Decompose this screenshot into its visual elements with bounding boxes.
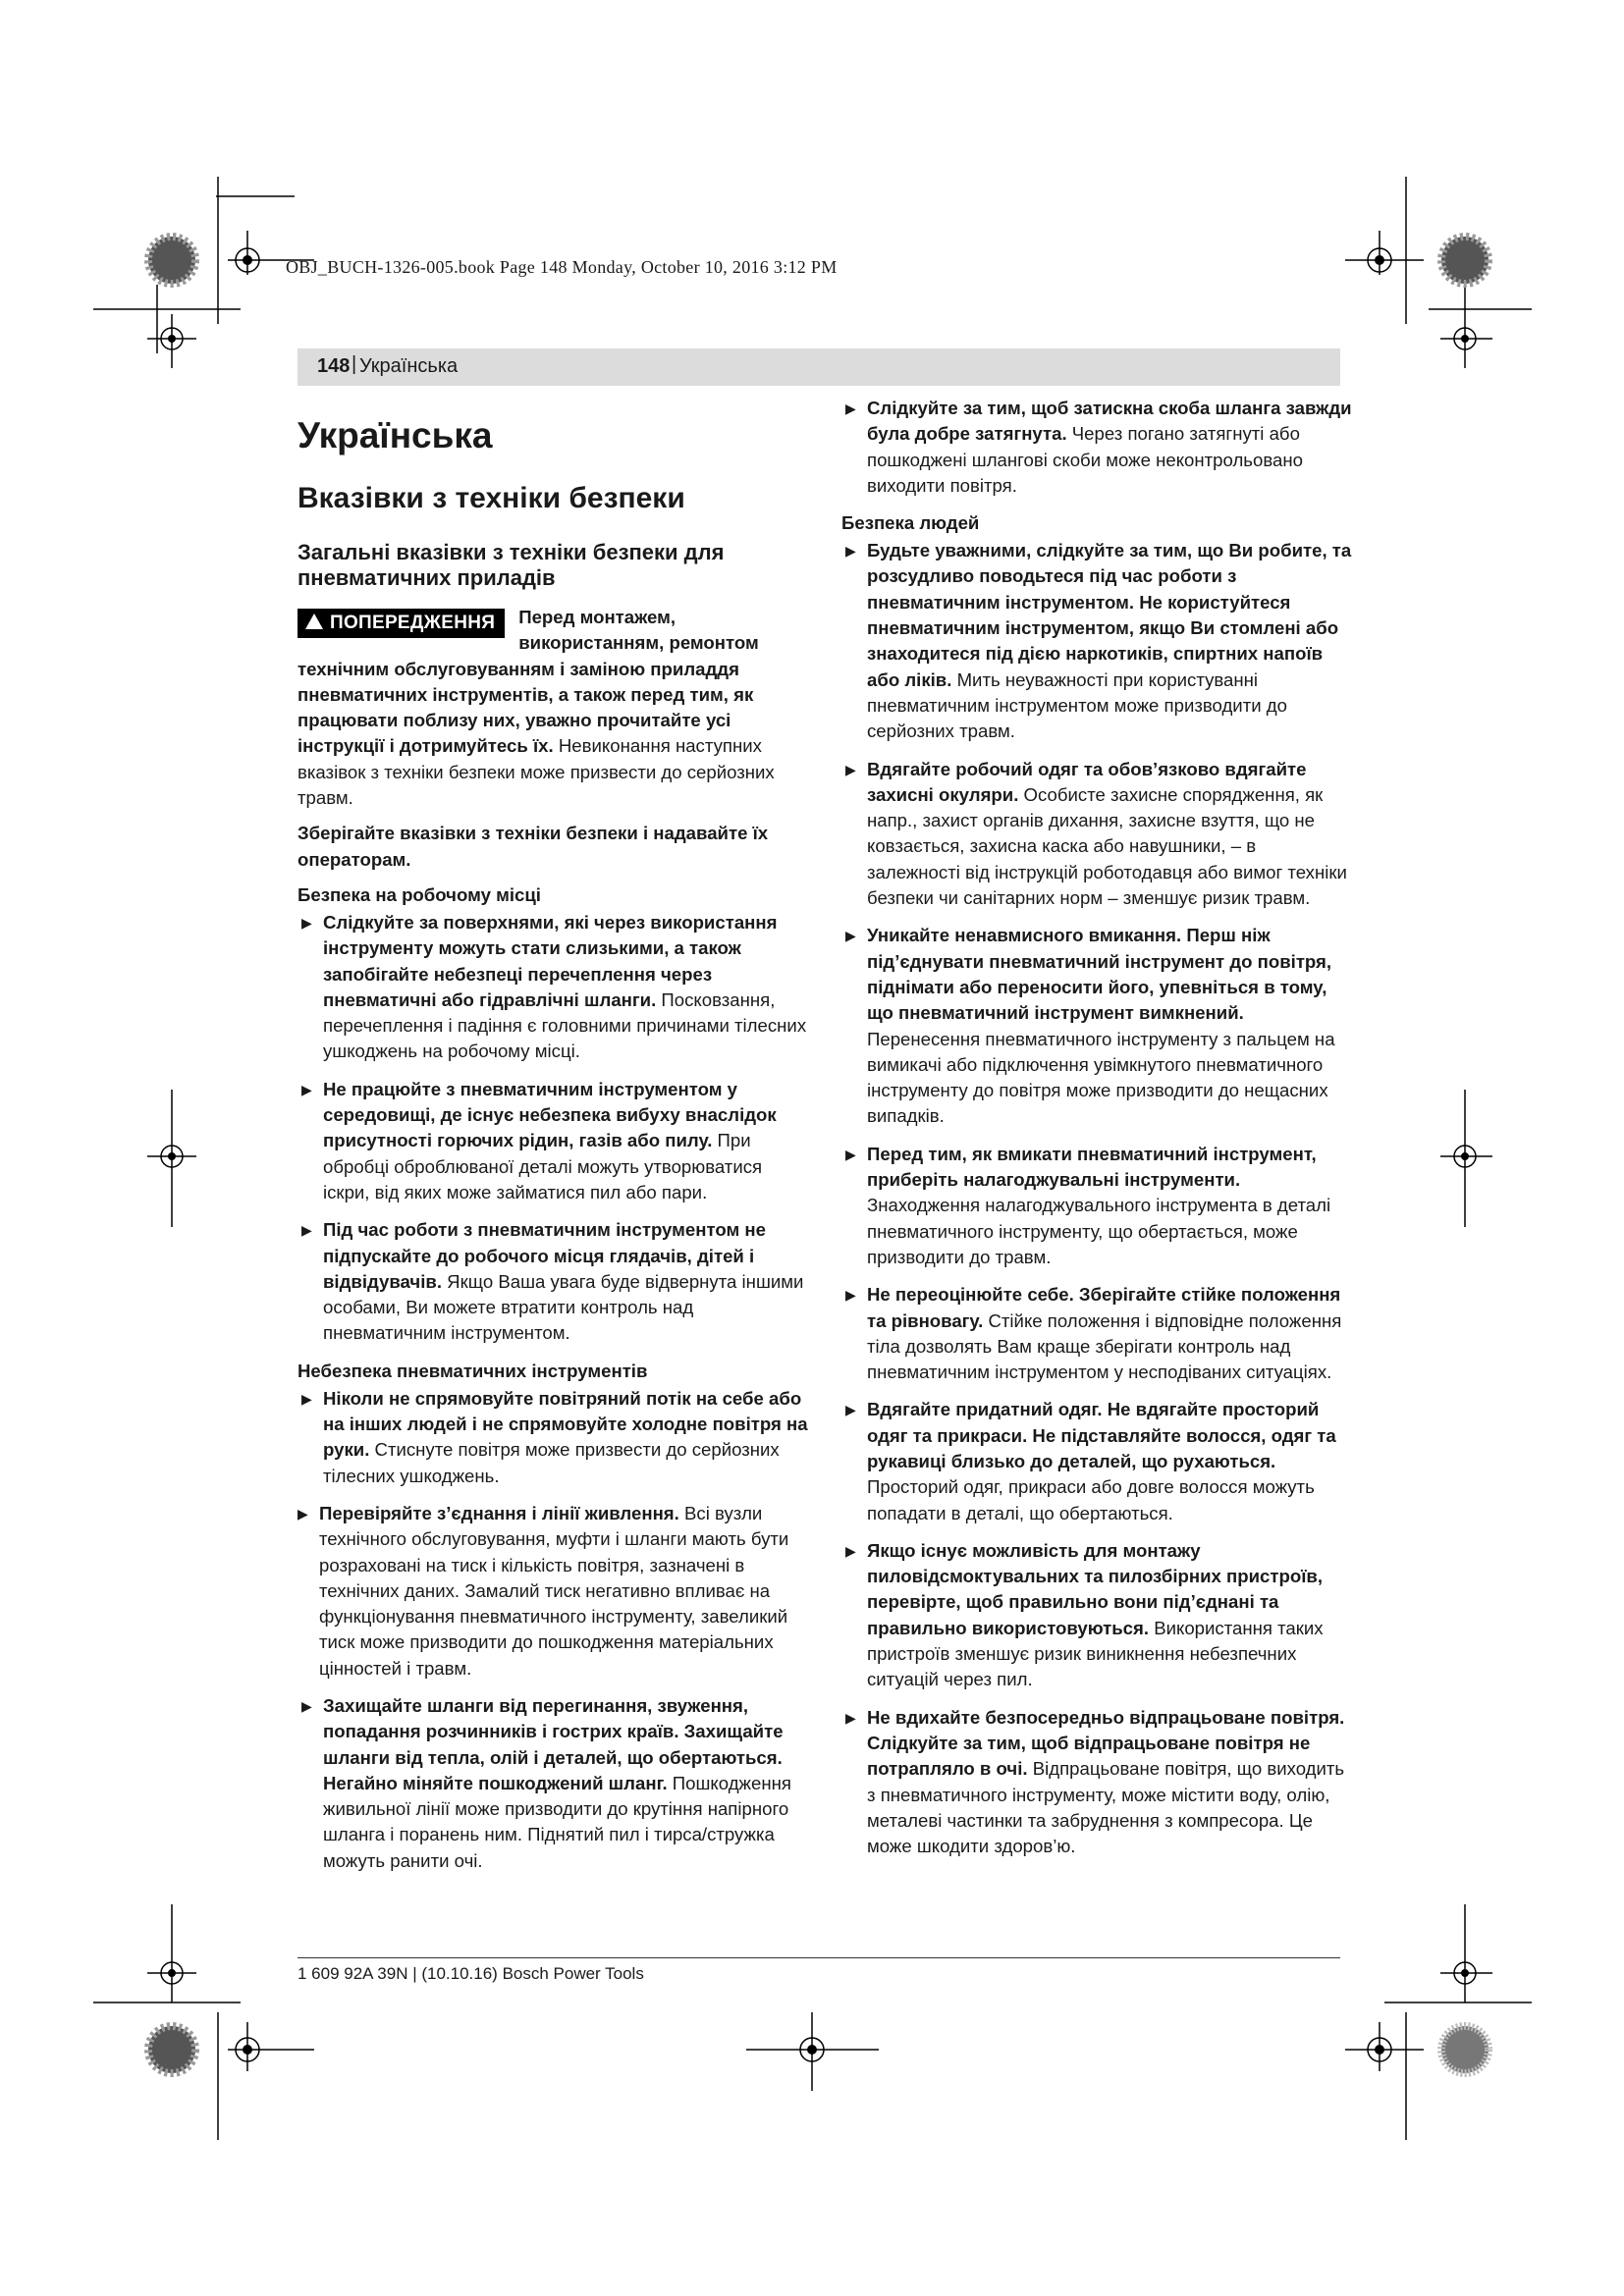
page-title: Українська bbox=[298, 415, 493, 455]
item-bold: Слідкуйте за тим, щоб затискна скоба шланга завжди була добре затягнута. bbox=[867, 398, 1352, 445]
workplace-heading: Безпека на робочому місці bbox=[298, 883, 541, 905]
item-bold: Ніколи не спрямовуйте повітряний потік на себе або на інших людей і не спрямовуйте холодне повітря на руки. bbox=[323, 1387, 808, 1461]
bullet-arrow-icon: ▶ bbox=[845, 928, 856, 944]
warning-badge bbox=[298, 609, 505, 638]
bullet-arrow-icon: ▶ bbox=[845, 543, 856, 560]
item-bold: Перед тим, як вмикати пневматичний інструмент, приберіть налагоджувальні інструменти. bbox=[867, 1143, 1317, 1191]
item-text: Стійке положення і відповідне положення тіла дозволять Вам краще зберігати контроль над пневматичним інструментом у несподіваних ситуаціях. bbox=[867, 1309, 1342, 1383]
item-text: Всі вузли технічного обслуговування, муфти і шланги мають бути розраховані на тиск і кількість повітря, зазначені в технічних даних. Замалий тиск негативно впливає на функціонування пневматичного інструменту, завеликий тиск може призводити до пошкодження матеріальних цінностей і травм. bbox=[319, 1502, 789, 1679]
item-text: Мить неуважності при користуванні пневматичним інструментом може призводити до серйозних травм. bbox=[867, 668, 1287, 742]
people-safety-heading: Безпека людей bbox=[841, 512, 980, 534]
list-item bbox=[298, 1217, 810, 1346]
item-text: Відпрацьоване повітря, що виходить з пневматичного інструменту, може містити воду, олію, металеві частинки та забруднення з компресора. Це може шкодити здоров’ю. bbox=[867, 1758, 1345, 1857]
bullet-arrow-icon: ▶ bbox=[301, 1222, 312, 1239]
list-item bbox=[841, 1397, 1352, 1525]
footer-rule bbox=[298, 1957, 1340, 1958]
bullet-arrow-icon: ▶ bbox=[845, 1287, 856, 1304]
item-bold: Не працюйте з пневматичним інструментом у середовищі, де існує небезпека вибуху внаслідок присутності горючих рідин, газів або пилу. bbox=[323, 1078, 777, 1151]
list-item bbox=[298, 910, 810, 1065]
warning-badge-label: ПОПЕРЕДЖЕННЯ bbox=[330, 613, 496, 633]
pneumatic-heading: Небезпека пневматичних інструментів bbox=[298, 1360, 648, 1381]
keep-instructions-note: Зберігайте вказівки з техніки безпеки і надавайте їх операторам. bbox=[298, 823, 769, 870]
list-item bbox=[841, 1142, 1352, 1270]
bullet-arrow-icon: ▶ bbox=[845, 1146, 856, 1162]
list-item bbox=[841, 396, 1352, 499]
item-bold: Не переоцінюйте себе. Зберігайте стійке положення та рівновагу. bbox=[867, 1284, 1341, 1331]
pneumatic-list bbox=[298, 1386, 810, 1874]
bullet-arrow-icon: ▶ bbox=[845, 400, 856, 416]
bullet-arrow-icon: ▶ bbox=[845, 761, 856, 777]
bullet-arrow-icon: ▶ bbox=[298, 1505, 308, 1522]
list-item bbox=[298, 1077, 810, 1205]
warning-bold-text: Перед монтажем, використанням, ремонтом технічним обслуговуванням і заміною приладдя пневматичних інструментів, а також перед тим, як працювати поблизу них, уважно прочитайте усі інструкції і дотримуйтесь їх. bbox=[298, 607, 759, 757]
item-text: Використання таких пристроїв зменшує ризик виникнення небезпечних ситуацій через пил. bbox=[867, 1617, 1324, 1690]
subsection-heading: Загальні вказівки з техніки безпеки для пневматичних приладів bbox=[298, 540, 725, 590]
item-text: Посковзання, перечеплення і падіння є головними причинами тілесних ушкоджень на робочому місці. bbox=[323, 988, 807, 1062]
bullet-arrow-icon: ▶ bbox=[301, 1081, 312, 1097]
hose-clamp-list bbox=[841, 396, 1352, 499]
item-bold: Перевіряйте з’єднання і лінії живлення. bbox=[319, 1502, 679, 1523]
left-column bbox=[298, 402, 810, 1886]
item-text: Особисте захисне спорядження, як напр., захист органів дихання, захисне взуття, що не ковзається, захисна каска або навушники, – в залежності від інструкцій роботодавця або вимог техніки безпеки чи санітарних норм – зменшує ризик травм. bbox=[867, 783, 1347, 909]
bullet-arrow-icon: ▶ bbox=[301, 1697, 312, 1714]
people-safety-list bbox=[841, 538, 1352, 1859]
list-item bbox=[841, 923, 1352, 1129]
bullet-arrow-icon: ▶ bbox=[845, 1709, 856, 1726]
bullet-arrow-icon: ▶ bbox=[301, 1390, 312, 1407]
list-item bbox=[841, 1705, 1352, 1860]
bullet-arrow-icon: ▶ bbox=[845, 1402, 856, 1418]
item-bold: Вдягайте робочий одяг та обов’язково вдягайте захисні окуляри. bbox=[867, 758, 1307, 805]
item-text: Просторий одяг, прикраси або довге волосся можуть попадати в деталі, що обертаються. bbox=[867, 1476, 1315, 1523]
warning-body-text: Невиконання наступних вказівок з техніки безпеки може призвести до серйозних травм. bbox=[298, 735, 775, 809]
list-item bbox=[298, 1501, 810, 1682]
item-text: При обробці оброблюваної деталі можуть утворюватися іскри, від яких може займатися пил або пари. bbox=[323, 1130, 763, 1202]
warning-triangle-icon bbox=[305, 614, 323, 629]
item-text: Знаходження налагоджувального інструмента в деталі пневматичного інструменту, що обертається, може призводити до травм. bbox=[867, 1195, 1331, 1267]
item-bold: Будьте уважними, слідкуйте за тим, що Ви робите, та розсудливо поводьтеся під час роботи з пневматичним інструментом. Не користуйтеся пневматичним інструментом, якщо Ви стомлені або знаходитеся під дією наркотиків, спиртних напоїв або ліків. bbox=[867, 540, 1352, 690]
item-text: Пошкодження живильної лінії може призводити до крутіння напірного шланга і поранень ним. Піднятий пил і тирса/стружка можуть ранити очі. bbox=[323, 1772, 791, 1871]
item-bold: Під час роботи з пневматичним інструментом не підпускайте до робочого місця глядачів, дітей і відвідувачів. bbox=[323, 1219, 766, 1292]
list-item bbox=[841, 1282, 1352, 1385]
footer-text: 1 609 92A 39N | (10.10.16) Bosch Power Tools bbox=[298, 1964, 644, 1983]
item-bold: Захищайте шланги від перегинання, звуження, попадання розчинників і гострих країв. Захищайте шланги від тепла, олій і деталей, що обертаються. Негайно міняйте пошкоджений шланг. bbox=[323, 1694, 784, 1793]
print-info: OBJ_BUCH-1326-005.book Page 148 Monday, October 10, 2016 3:12 PM bbox=[286, 257, 838, 277]
list-item bbox=[298, 1693, 810, 1874]
item-bold: Не вдихайте безпосередньо відпрацьоване повітря. Слідкуйте за тим, щоб відпрацьоване повітря не потрапляло в очі. bbox=[867, 1706, 1345, 1780]
right-column bbox=[841, 396, 1352, 1871]
header-language: Українська bbox=[359, 355, 459, 377]
item-text: Через погано затягнуті або пошкоджені шлангові скоби може неконтрольовано виходити повітря. bbox=[867, 423, 1303, 496]
bullet-arrow-icon: ▶ bbox=[301, 914, 312, 931]
item-text: Стиснуте повітря може призвести до серйозних тілесних ушкоджень. bbox=[323, 1439, 780, 1486]
list-item bbox=[841, 757, 1352, 912]
list-item bbox=[841, 1538, 1352, 1693]
bullet-arrow-icon: ▶ bbox=[845, 1542, 856, 1559]
item-text: Перенесення пневматичного інструменту з пальцем на вимикачі або підключення увімкнутого пневматичного інструменту до повітря може призводити до нещасних випадків. bbox=[867, 1028, 1335, 1127]
item-bold: Уникайте ненавмисного вмикання. Перш ніж під’єднувати пневматичний інструмент до повітря, піднімати або переносити його, упевніться в тому, що пневматичний інструмент вимкнений. bbox=[867, 925, 1332, 1024]
section-heading: Вказівки з техніки безпеки bbox=[298, 482, 685, 514]
item-text: Якщо Ваша увага буде відвернута іншими особами, Ви можете втратити контроль над пневматичним інструментом. bbox=[323, 1270, 804, 1344]
page-number: 148 bbox=[317, 355, 351, 377]
header-separator: | bbox=[352, 353, 357, 375]
list-item bbox=[298, 1386, 810, 1489]
list-item bbox=[841, 538, 1352, 744]
item-bold: Слідкуйте за поверхнями, які через використання інструменту можуть стати слизькими, а також запобігайте небезпеці перечеплення через пневматичні або гідравлічні шланги. bbox=[323, 911, 778, 1010]
warning-block bbox=[298, 605, 810, 811]
item-bold: Якщо існує можливість для монтажу пиловідсмоктувальних та пилозбірних пристроїв, перевірте, щоб правильно вони під’єднані та правильно використовуються. bbox=[867, 1539, 1324, 1638]
item-bold: Вдягайте придатний одяг. Не вдягайте просторий одяг та прикраси. Не підставляйте волосся, одяг та рукавиці близько до деталей, що рухаються. bbox=[867, 1399, 1336, 1471]
workplace-list bbox=[298, 910, 810, 1347]
